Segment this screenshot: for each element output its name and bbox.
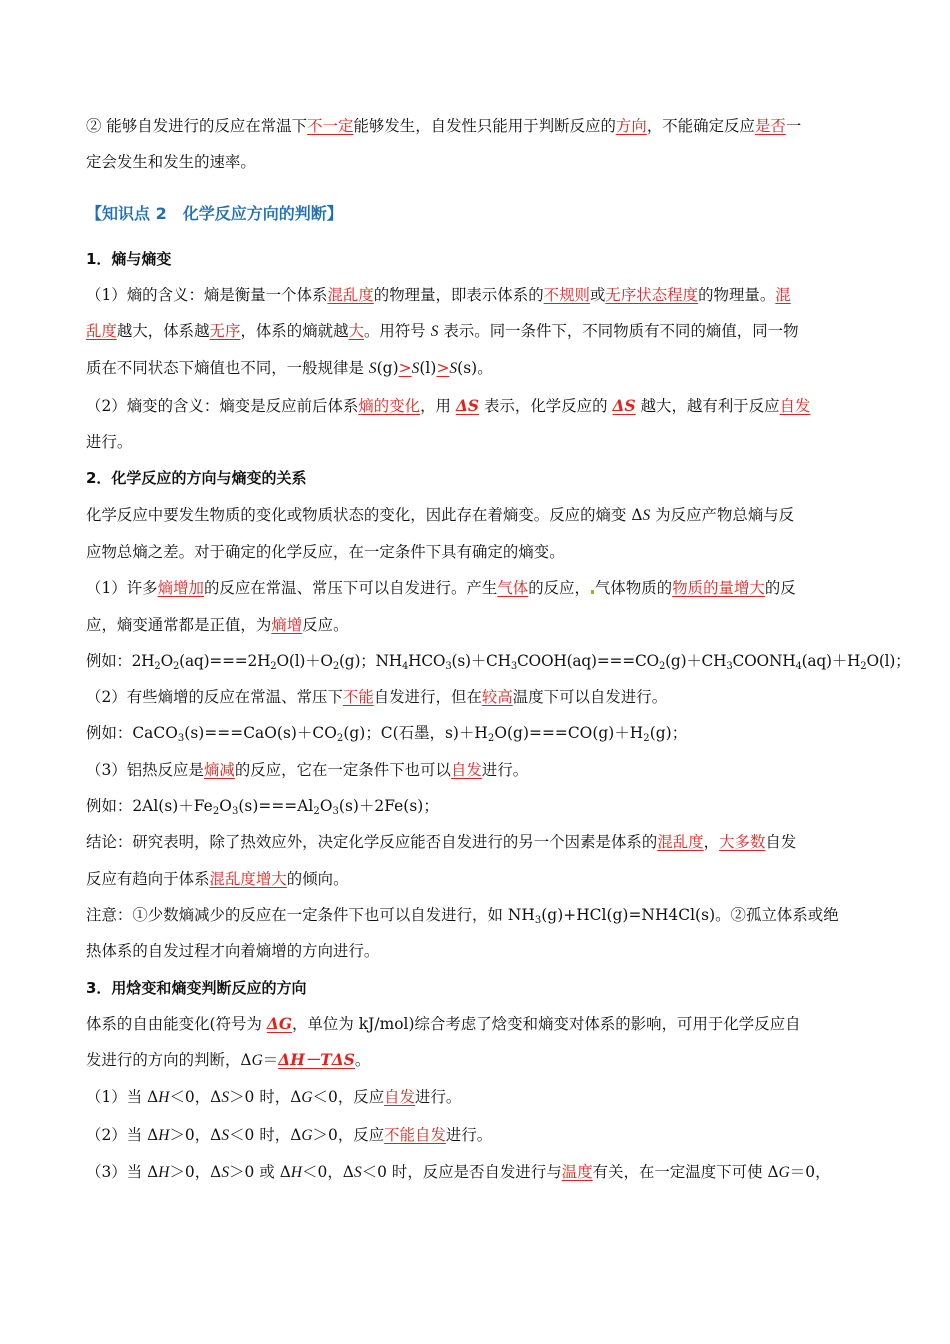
answer-blank: 方向	[615, 117, 647, 135]
text-line	[86, 1079, 866, 1116]
subscript: 3	[510, 660, 517, 672]
text: 反应有趋向于体系	[86, 869, 210, 888]
text: (g)+HCl(g)=NH4Cl(s)。②孤立体系或绝	[541, 905, 839, 924]
subscript: 2	[643, 733, 650, 745]
symbol: G	[778, 1164, 790, 1182]
answer-blank: 熵的变化	[358, 396, 421, 415]
subscript: 4	[401, 660, 409, 672]
text: 定会发生和发生的速率。	[86, 153, 256, 172]
text: 。用符号	[363, 322, 431, 341]
text: 能够发生，自发性只能用于判断反应的	[353, 117, 616, 135]
text-line	[86, 144, 866, 180]
equation-line	[86, 643, 911, 679]
answer-blank: 自发	[451, 760, 482, 779]
text: ，体系的熵就越	[240, 322, 349, 341]
subscript: 3	[231, 806, 239, 818]
text-line	[86, 933, 866, 969]
answer-blank: 不一定	[307, 117, 354, 135]
document-body	[86, 108, 911, 1191]
text: 进行。	[481, 760, 529, 779]
text-line	[86, 277, 866, 313]
text-line	[86, 752, 866, 788]
text: 的反应在常温、常压下可以自发进行。产生	[203, 579, 498, 598]
answer-blank: >	[398, 359, 412, 378]
text: 应，熵变通常都是正值，为	[86, 615, 272, 634]
text: (s)===Al	[238, 797, 314, 816]
text: 进行。	[445, 1125, 493, 1144]
text: 例如：CaCO	[86, 724, 178, 743]
subscript: 2	[860, 660, 867, 672]
answer-blank: 无序	[209, 322, 241, 341]
text: ＞0，反应	[312, 1125, 385, 1144]
text: (s)＋2Fe(s)；	[338, 797, 439, 816]
text: （2）当 Δ	[86, 1125, 159, 1144]
text-line	[86, 607, 866, 643]
text: COONH	[732, 651, 796, 670]
text: 自发进行，但在	[373, 688, 482, 707]
symbol: G	[301, 1089, 313, 1107]
subscript: 2	[270, 660, 277, 672]
text: (aq)===2H	[179, 651, 271, 670]
text-line	[86, 534, 866, 570]
equation-line	[86, 788, 866, 824]
text: ，	[703, 833, 720, 852]
answer-blank: >	[436, 359, 450, 378]
text: 有关，在一定温度下可使 Δ	[592, 1163, 779, 1182]
text-line	[86, 570, 866, 606]
answer-blank: 较高	[481, 688, 513, 707]
subscript: 2	[332, 660, 339, 672]
text: (g)＋CH	[665, 651, 727, 670]
text: 的反应，它在一定条件下也可以	[234, 760, 451, 779]
symbol: S	[642, 506, 651, 524]
text-line	[86, 897, 866, 933]
answer-blank: 大多数	[719, 833, 766, 852]
text: 表示。同一条件下，不同物质有不同的熵值，同一物	[438, 322, 799, 341]
text: ＜0 时，反应是否自发进行与	[361, 1163, 562, 1182]
text: （1）许多	[86, 579, 158, 598]
text: 的物理量，即表示体系的	[373, 285, 544, 304]
text: （2）有些熵增的反应在	[86, 688, 251, 707]
answer-blank: 温度	[561, 1163, 593, 1182]
text: ＝0，	[789, 1163, 831, 1182]
text: 气体物质的	[594, 579, 673, 598]
text-line	[86, 497, 866, 534]
answer-blank: 混乱度增大	[209, 869, 287, 888]
text: ＜0 时，Δ	[229, 1125, 302, 1144]
section-heading-wrap	[86, 181, 866, 239]
subheading-entropy: 1．熵与熵变	[86, 249, 172, 268]
text: （1）当 Δ	[86, 1088, 159, 1107]
text: 。	[354, 1051, 371, 1070]
subheading-direction-entropy: 2．化学反应的方向与熵变的关系	[86, 469, 307, 488]
subscript: 3	[726, 660, 733, 672]
text: (aq)＋H	[801, 651, 861, 670]
subscript: 3	[332, 806, 339, 818]
text: (s)===CaO(s)＋CO	[184, 724, 337, 743]
symbol: G	[251, 1052, 263, 1070]
answer-blank: ΔS	[455, 396, 480, 415]
text: (s)。	[457, 359, 493, 378]
text: ＞0，Δ	[169, 1125, 222, 1144]
text: （2）熵变的含义：熵变是反应前后体系	[86, 396, 359, 415]
answer-blank: 物质的量增大	[672, 579, 765, 598]
text: ，单位为 kJ/mol)综合考虑了焓变和熵变对体系的影响，可用于化学反应自	[292, 1014, 801, 1033]
subscript: 3	[177, 733, 185, 745]
answer-blank: 熵增	[271, 615, 303, 634]
subscript: 2	[487, 733, 495, 745]
text: 越大，越有利于反应	[635, 396, 780, 415]
answer-blank: 自发	[779, 396, 811, 415]
text: ＜0，Δ	[169, 1088, 222, 1107]
text-line	[86, 313, 866, 350]
answer-blank: 不能自发	[384, 1125, 446, 1144]
text: HCO	[408, 651, 446, 670]
text: 质在不同状态下熵值也不同，一般规律是	[86, 359, 369, 378]
text: (g)	[376, 359, 399, 378]
text: ，用	[420, 396, 456, 415]
text: 化学反应中要发生物质的变化或物质状态的变化，因此存在着熵变。反应的熵变 Δ	[86, 505, 643, 524]
text: (g)；NH	[339, 651, 402, 670]
text-line	[86, 388, 866, 424]
text: 体系的自由能变化(符号为	[86, 1014, 267, 1033]
text-line	[86, 108, 866, 144]
text: 越大，体系越	[116, 322, 210, 341]
text: 进行。	[415, 1088, 462, 1107]
text: (s)＋CH	[451, 651, 511, 670]
symbol: S	[368, 360, 377, 378]
subscript: 4	[795, 660, 802, 672]
text: 注意：①少数熵减少的反应在一定条件下也可以自发进行，如 NH	[86, 905, 535, 924]
subscript: 2	[212, 806, 220, 818]
text: 应物总熵之差。对于确定的化学反应，在一定条件下具有确定的熵变。	[86, 542, 565, 561]
answer-blank: 是否	[754, 117, 786, 135]
text: 温度下可以自发进行。	[512, 688, 668, 707]
text-line	[86, 824, 866, 860]
text-line	[86, 1117, 866, 1154]
answer-blank: 熵减	[203, 760, 235, 779]
text: （1）熵的含义：熵是衡量一个体系	[86, 285, 328, 304]
text: 例如：2H	[86, 651, 155, 670]
answer-blank: ΔS	[612, 396, 636, 415]
answer-blank: 不规则	[543, 285, 590, 304]
subheading-enthalpy-entropy: 3．用焓变和熵变判断反应的方向	[86, 978, 307, 997]
text: (l)	[419, 359, 437, 378]
answer-blank: 混乱度	[657, 833, 704, 852]
text: 表示，化学反应的	[479, 396, 613, 415]
text: 一	[785, 117, 802, 135]
text: 自发	[765, 833, 797, 852]
text: 或	[589, 285, 606, 304]
answer-blank: 气体	[497, 579, 529, 598]
text: 热体系的自发过程才向着熵增的方向进行。	[86, 942, 380, 961]
text: （3）铝热反应是	[86, 760, 204, 779]
answer-blank: 乱度	[86, 322, 117, 341]
text: 反应。	[302, 615, 349, 634]
text: ② 能够自发进行的反应在常温下	[86, 117, 308, 135]
symbol: S	[221, 1089, 230, 1107]
answer-blank: ΔH－TΔS	[278, 1051, 355, 1070]
text: ＞0，Δ	[169, 1163, 222, 1182]
text: 常温、常压下	[250, 688, 343, 707]
text: O(l)＋O	[276, 651, 333, 670]
answer-blank: 混	[775, 285, 791, 304]
text: O(l)；	[866, 651, 911, 670]
text: ＞0 时，Δ	[229, 1088, 302, 1107]
text: 的反	[764, 579, 796, 598]
text: 例如：2Al(s)＋Fe	[86, 797, 213, 816]
symbol: S	[449, 360, 458, 378]
subscript: 2	[154, 660, 161, 672]
text: ＝	[262, 1051, 279, 1070]
symbol: S	[430, 323, 439, 341]
text: （3）当 Δ	[86, 1163, 159, 1182]
text: ＜0，Δ	[302, 1163, 354, 1182]
symbol: H	[158, 1126, 170, 1144]
text: 的物理量。	[698, 285, 776, 304]
symbol: S	[221, 1126, 230, 1144]
text: ＞0 或 Δ	[229, 1163, 291, 1182]
symbol: S	[353, 1164, 362, 1182]
symbol: S	[411, 360, 420, 378]
subscript: 2	[172, 660, 180, 672]
text-line	[86, 1006, 866, 1042]
text-line	[86, 350, 866, 387]
symbol: H	[290, 1164, 303, 1182]
text-line	[86, 424, 866, 460]
symbol: G	[301, 1126, 313, 1144]
answer-blank: 自发	[384, 1088, 416, 1107]
marker-dot	[591, 590, 594, 594]
text-line	[86, 1154, 866, 1191]
text: 的反应，	[528, 579, 590, 598]
subscript: 3	[534, 914, 542, 926]
symbol: H	[158, 1089, 170, 1107]
text-line	[86, 1042, 866, 1079]
text: O	[160, 651, 173, 670]
text: (g)；C(石墨，s)＋H	[343, 724, 488, 743]
answer-blank: 熵增加	[157, 579, 204, 598]
text: COOH(aq)===CO	[516, 651, 659, 670]
subscript: 2	[313, 806, 320, 818]
text: O	[319, 797, 333, 816]
text: 的倾向。	[286, 869, 349, 888]
answer-blank: 大	[348, 322, 364, 341]
text: O	[219, 797, 232, 816]
text: ，不能确定反应	[646, 117, 755, 135]
text: (g)；	[649, 724, 688, 743]
answer-blank: ΔG	[266, 1014, 293, 1033]
symbol: H	[158, 1164, 170, 1182]
answer-blank: 混乱度	[327, 285, 374, 304]
text: 结论：研究表明，除了热效应外，决定化学反应能否自发进行的另一个因素是体系的	[86, 833, 658, 852]
text: 进行。	[86, 433, 133, 452]
subscript: 2	[658, 660, 666, 672]
symbol: S	[221, 1164, 230, 1182]
answer-blank: 无序状态程度	[605, 285, 699, 304]
text: ＜0，反应	[312, 1088, 385, 1107]
equation-line	[86, 715, 866, 751]
text-line	[86, 861, 866, 897]
section-heading: 【知识点 2 化学反应方向的判断】	[86, 203, 343, 223]
subscript: 3	[445, 660, 452, 672]
text: O(g)===CO(g)＋H	[494, 724, 644, 743]
text-line	[86, 679, 866, 715]
subscript: 2	[336, 733, 344, 745]
answer-blank: 不能	[342, 688, 374, 707]
text: 为反应产物总熵与反	[650, 505, 795, 524]
text: 发进行的方向的判断，Δ	[86, 1051, 252, 1070]
